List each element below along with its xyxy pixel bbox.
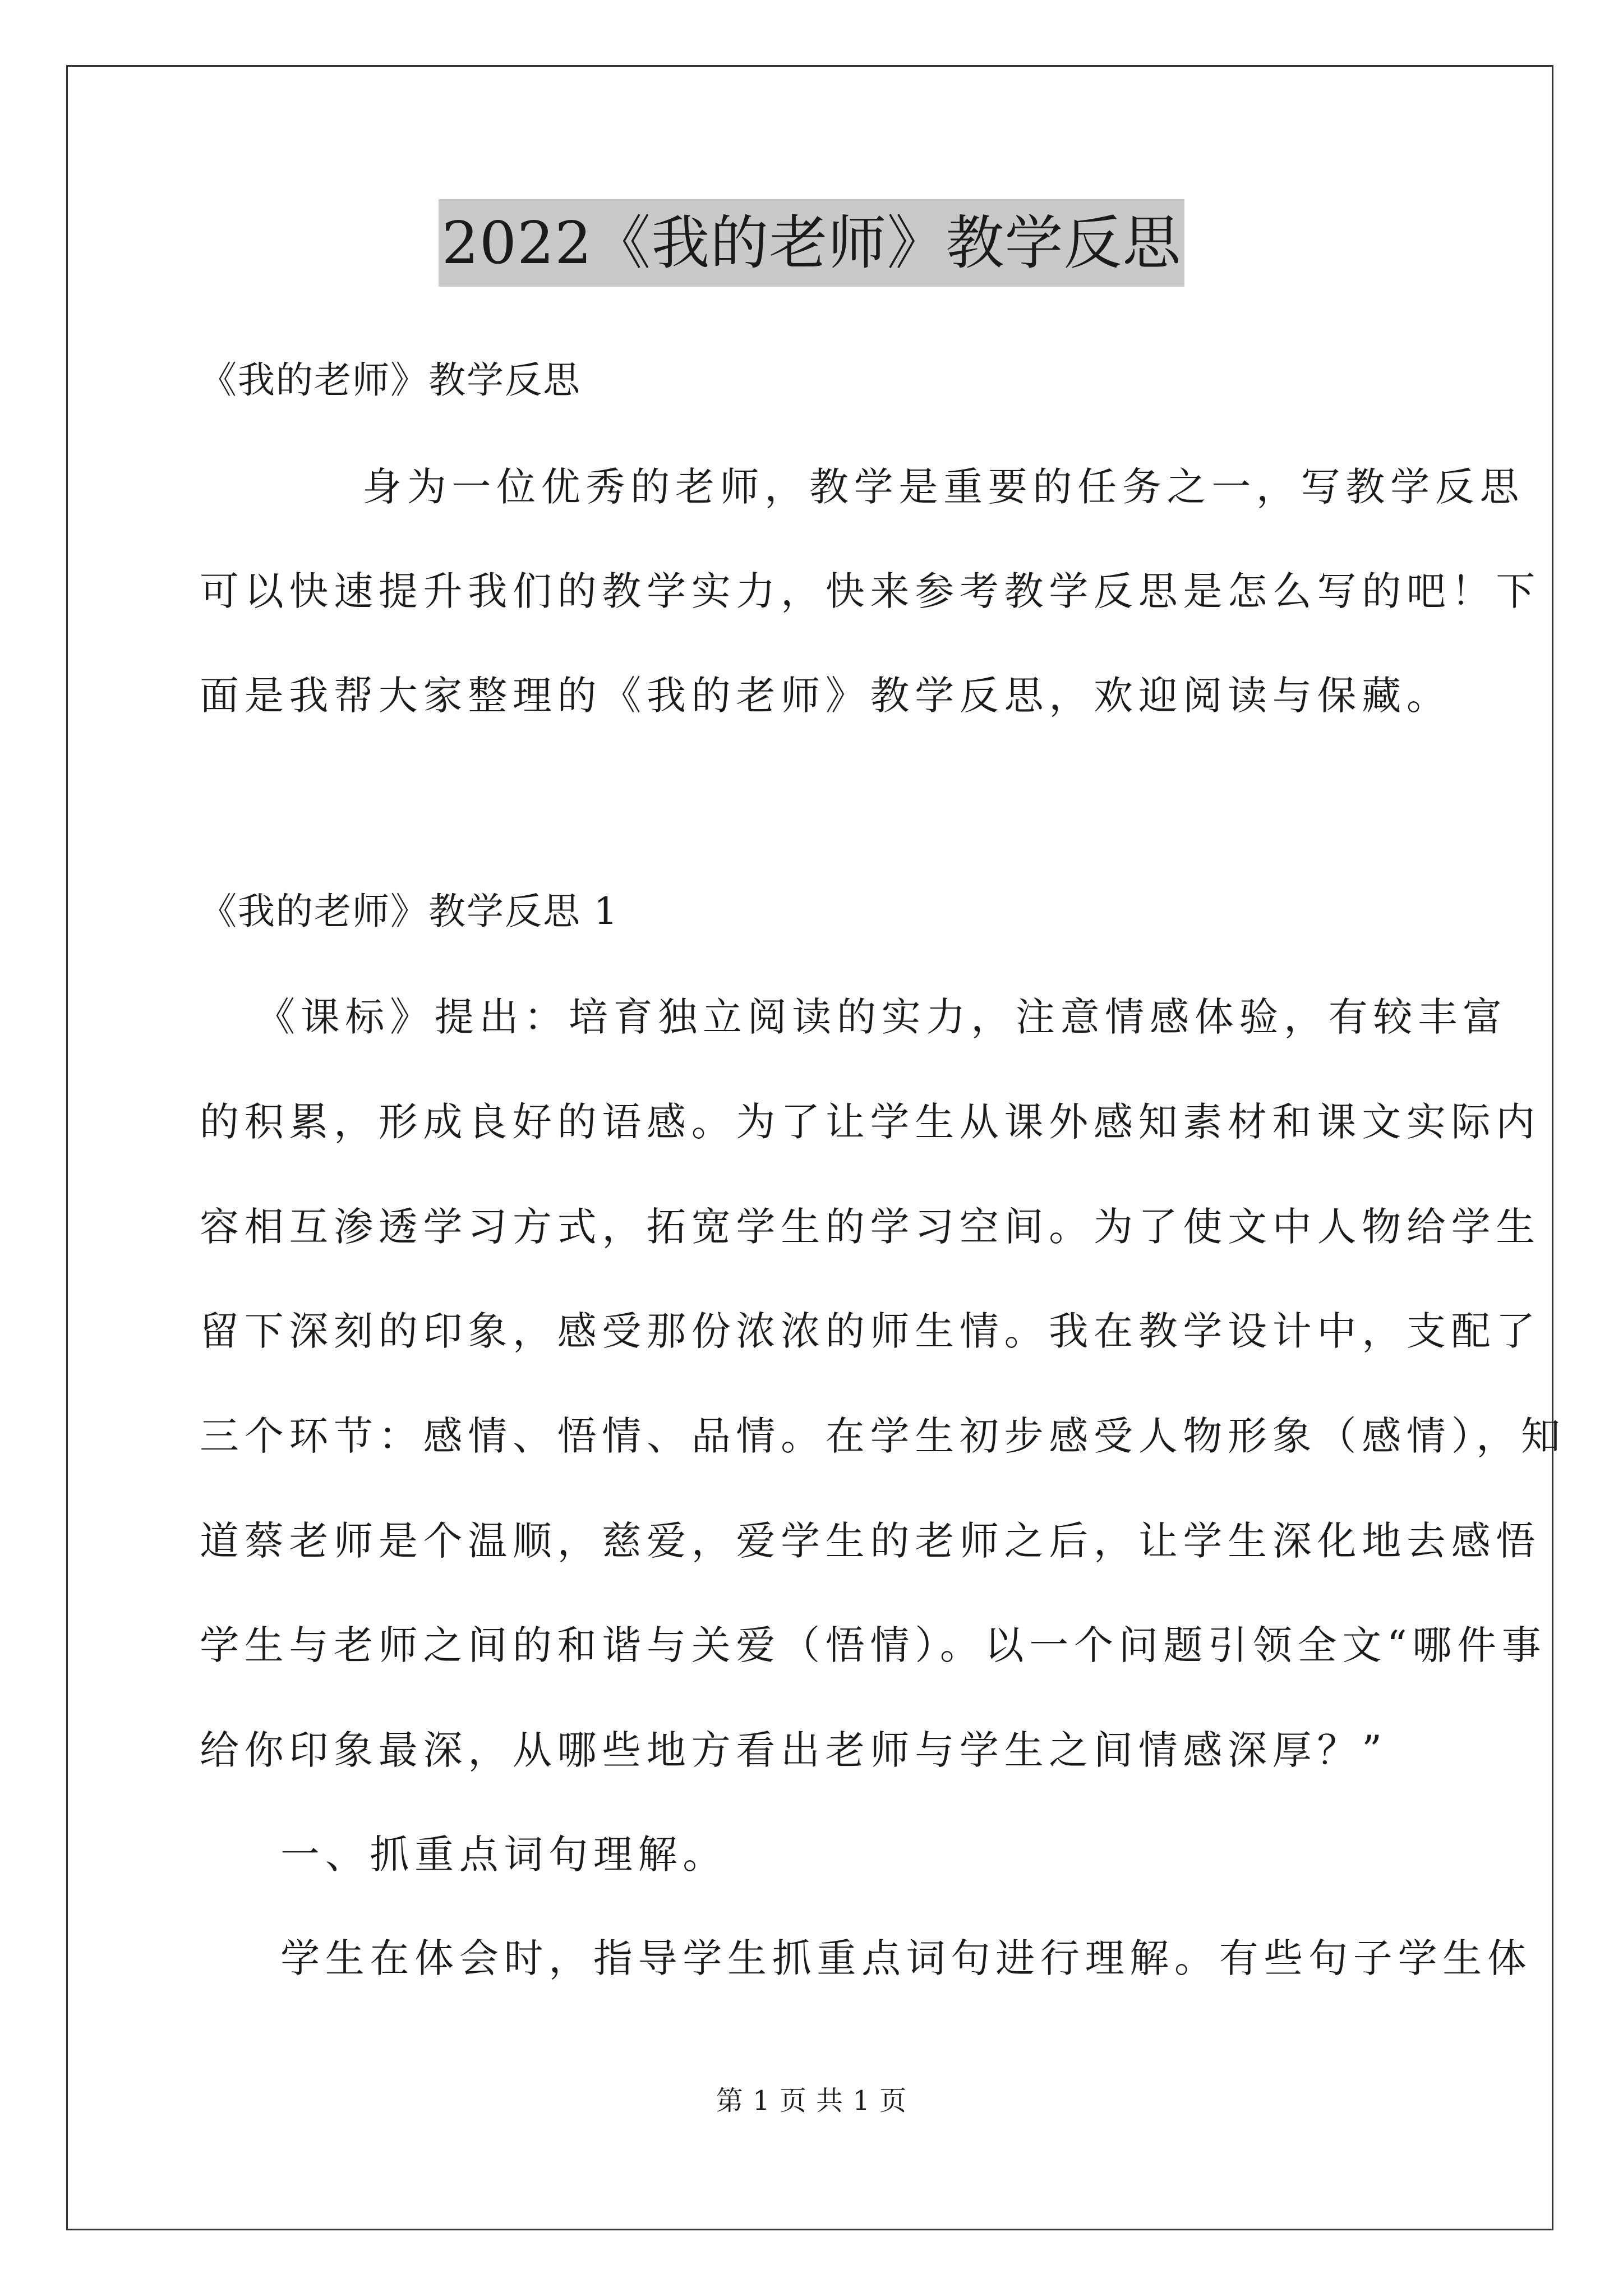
page-number: 第 1 页 共 1 页 [716, 2085, 907, 2116]
section-heading: 《我的老师》教学反思 1 [200, 890, 619, 933]
body-line-6: 道蔡老师是个温顺，慈爱，爱学生的老师之后，让学生深化地去感悟 [200, 1518, 1541, 1564]
body-line-7: 学生与老师之间的和谐与关爱（悟情）。以一个问题引领全文“哪件事 [200, 1622, 1547, 1668]
body-line-2: 的积累，形成良好的语感。为了让学生从课外感知素材和课文实际内 [200, 1099, 1541, 1145]
title-block [0, 199, 1623, 287]
body-line-5: 三个环节：感情、悟情、品情。在学生初步感受人物形象（感情），知 [200, 1413, 1566, 1459]
intro-line-2: 可以快速提升我们的教学实力，快来参考教学反思是怎么写的吧！下 [200, 568, 1541, 614]
body-line-8: 给你印象最深，从哪些地方看出老师与学生之间情感深厚？” [200, 1727, 1387, 1773]
body-line-9: 一、抓重点词句理解。 [280, 1832, 727, 1878]
body-line-1: 《课标》提出：培育独立阅读的实力，注意情感体验，有较丰富 [256, 994, 1507, 1040]
body-line-3: 容相互渗透学习方式，拓宽学生的学习空间。为了使文中人物给学生 [200, 1204, 1541, 1250]
body-line-4: 留下深刻的印象，感受那份浓浓的师生情。我在教学设计中，支配了 [200, 1308, 1541, 1354]
intro-line-3: 面是我帮大家整理的《我的老师》教学反思，欢迎阅读与保藏。 [200, 673, 1451, 719]
document-title: 2022《我的老师》教学反思 [439, 199, 1185, 287]
document-subtitle: 《我的老师》教学反思 [200, 358, 581, 402]
body-line-10: 学生在体会时，指导学生抓重点词句进行理解。有些句子学生体 [280, 1935, 1532, 1981]
intro-line-1: 身为一位优秀的老师，教学是重要的任务之一，写教学反思 [362, 464, 1525, 510]
